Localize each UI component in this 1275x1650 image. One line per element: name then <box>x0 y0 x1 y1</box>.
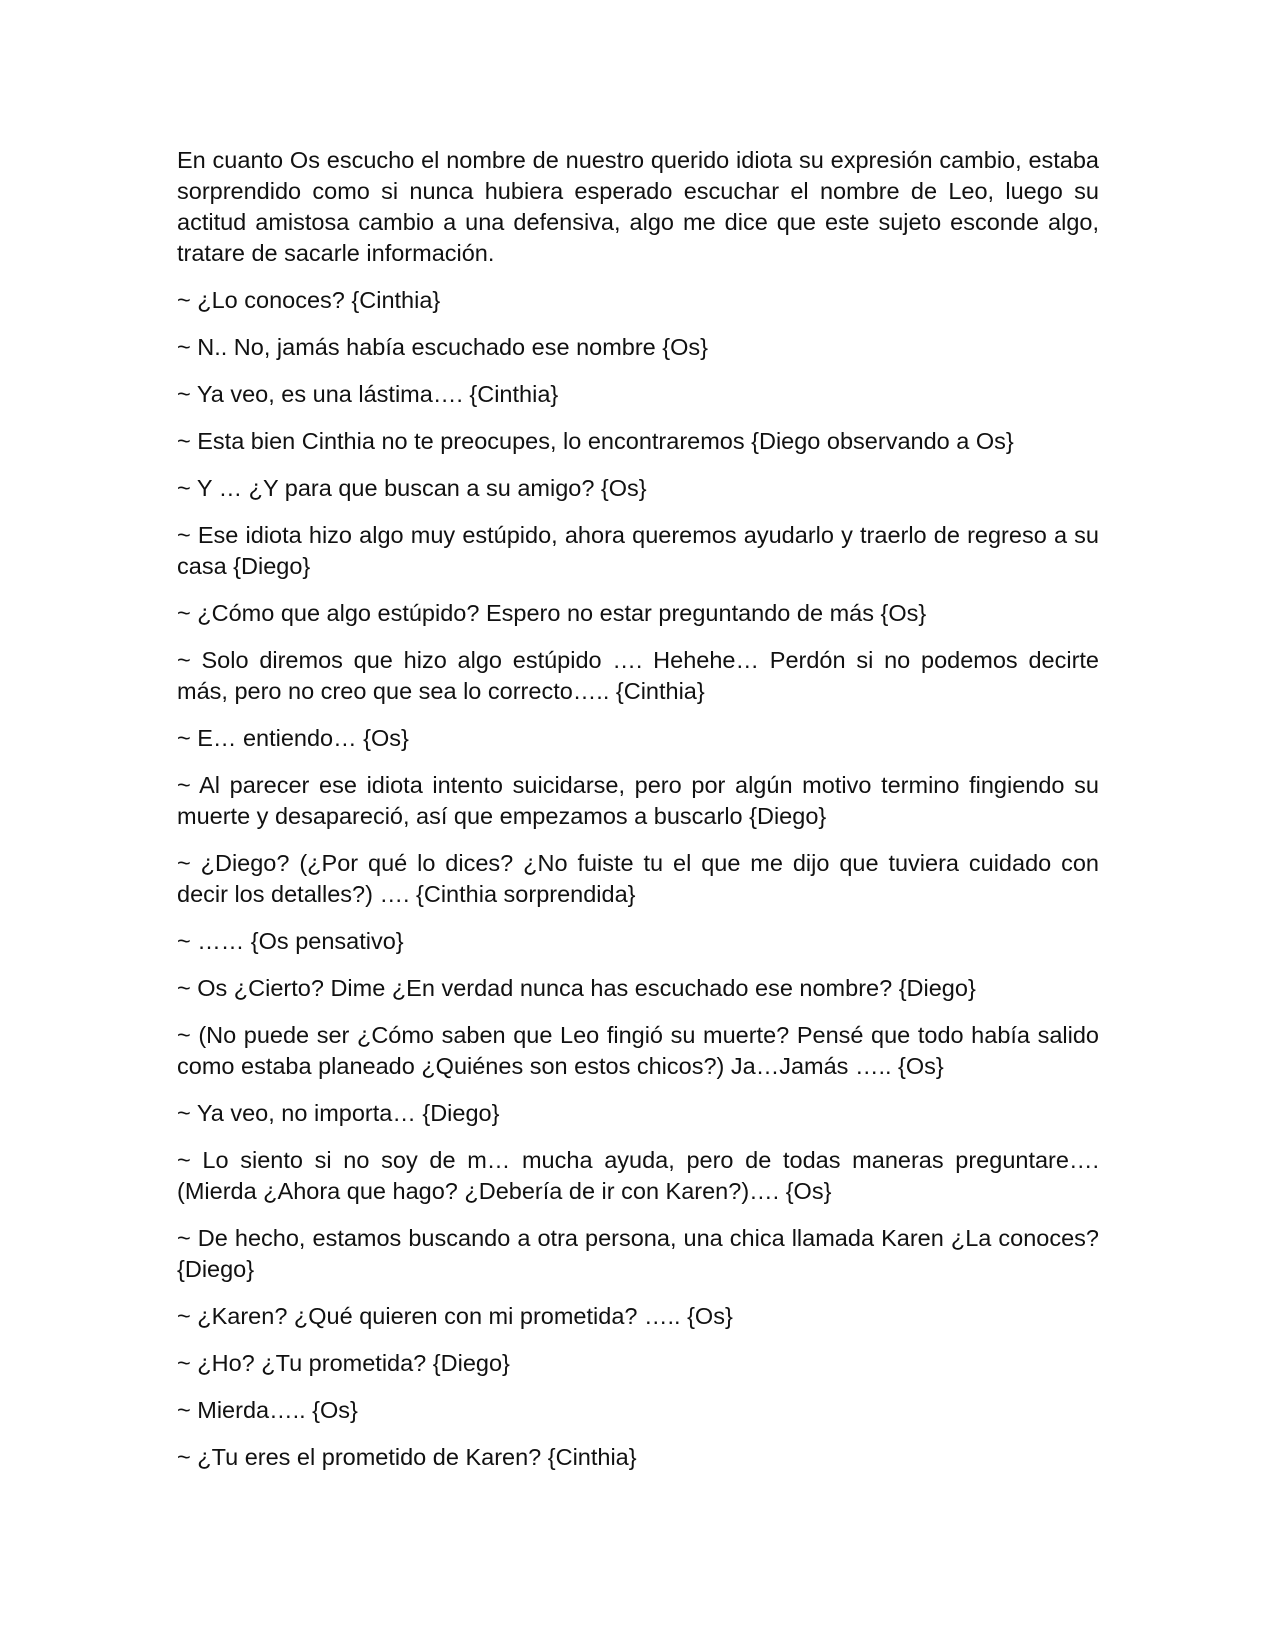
dialogue-line: ~ Os ¿Cierto? Dime ¿En verdad nunca has escuchado ese nombre? {Diego} <box>177 975 976 1001</box>
dialogue-line: ~ …… {Os pensativo} <box>177 928 404 954</box>
dialogue-line: ~ ¿Ho? ¿Tu prometida? {Diego} <box>177 1350 510 1376</box>
dialogue-line: ~ ¿Diego? (¿Por qué lo dices? ¿No fuiste tu el que me dijo que tuviera cuidado con decir los detalles?) …. {Cinthia sorprendida} <box>177 850 1099 907</box>
intro-paragraph: En cuanto Os escucho el nombre de nuestro querido idiota su expresión cambio, estaba sorprendido como si nunca hubiera esperado escuchar el nombre de Leo, luego su actitud amistosa cambio a una defensiva, algo me dice que este sujeto esconde algo, tratare de sacarle información. <box>177 147 1099 266</box>
dialogue-line: ~ Y … ¿Y para que buscan a su amigo? {Os} <box>177 475 647 501</box>
document-body <box>177 145 1099 1489</box>
dialogue-line: ~ ¿Lo conoces? {Cinthia} <box>177 287 441 313</box>
dialogue-line: ~ Al parecer ese idiota intento suicidarse, pero por algún motivo termino fingiendo su muerte y desapareció, así que empezamos a buscarlo {Diego} <box>177 772 1099 829</box>
dialogue-line: ~ N.. No, jamás había escuchado ese nombre {Os} <box>177 334 709 360</box>
dialogue-line: ~ Ese idiota hizo algo muy estúpido, ahora queremos ayudarlo y traerlo de regreso a su casa {Diego} <box>177 522 1099 579</box>
dialogue-line: ~ Lo siento si no soy de m… mucha ayuda, pero de todas maneras preguntare…. (Mierda ¿Ahora que hago? ¿Debería de ir con Karen?)…. {Os} <box>177 1147 1099 1204</box>
dialogue-line: ~ Ya veo, es una lástima…. {Cinthia} <box>177 381 559 407</box>
dialogue-line: ~ (No puede ser ¿Cómo saben que Leo fingió su muerte? Pensé que todo había salido como estaba planeado ¿Quiénes son estos chicos?) Ja…Jamás ….. {Os} <box>177 1022 1099 1079</box>
dialogue-line: ~ ¿Cómo que algo estúpido? Espero no estar preguntando de más {Os} <box>177 600 927 626</box>
dialogue-line: ~ Esta bien Cinthia no te preocupes, lo encontraremos {Diego observando a Os} <box>177 428 1014 454</box>
dialogue-line: ~ ¿Tu eres el prometido de Karen? {Cinthia} <box>177 1444 637 1470</box>
dialogue-line: ~ Ya veo, no importa… {Diego} <box>177 1100 500 1126</box>
dialogue-line: ~ De hecho, estamos buscando a otra persona, una chica llamada Karen ¿La conoces? {Diego} <box>177 1225 1099 1282</box>
dialogue-line: ~ Solo diremos que hizo algo estúpido …. Hehehe… Perdón si no podemos decirte más, pero no creo que sea lo correcto….. {Cinthia} <box>177 647 1099 704</box>
dialogue-line: ~ ¿Karen? ¿Qué quieren con mi prometida? ….. {Os} <box>177 1303 733 1329</box>
dialogue-line: ~ Mierda….. {Os} <box>177 1397 358 1423</box>
dialogue-line: ~ E… entiendo… {Os} <box>177 725 409 751</box>
